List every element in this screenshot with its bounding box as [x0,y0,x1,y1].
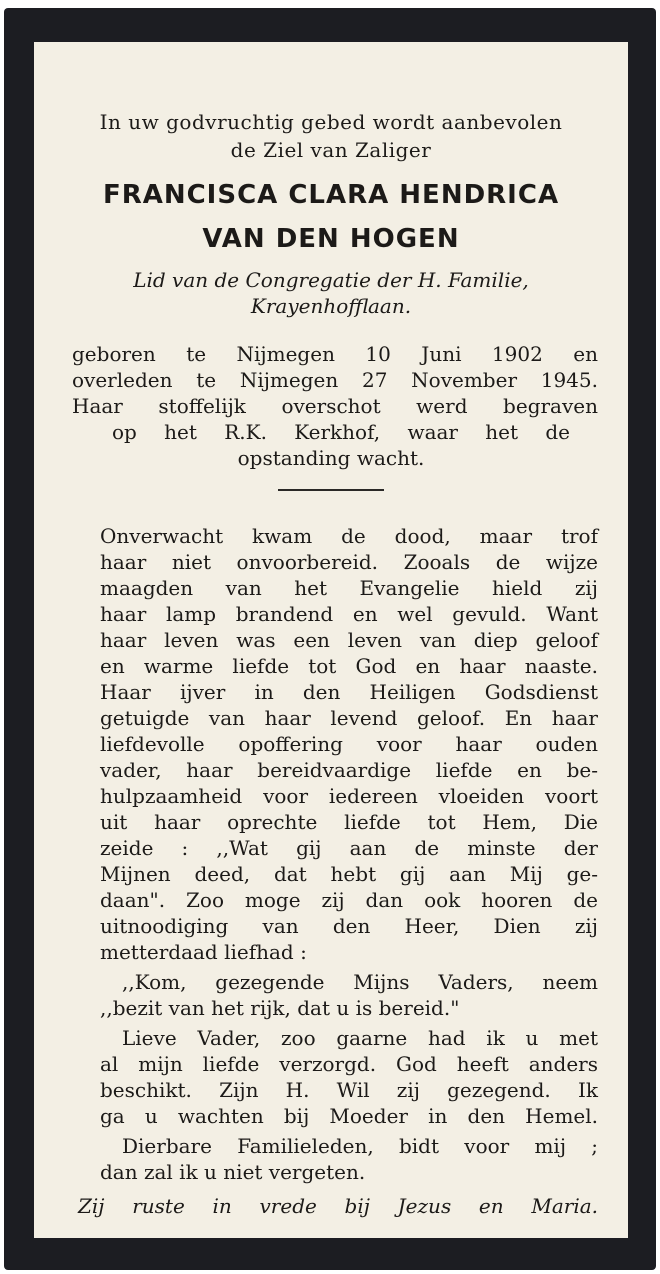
intro-line: In uw godvruchtig gebed wordt aanbevolen [99,110,563,134]
closing-prayer: Zij ruste in vrede bij Jezus en Maria. [78,1194,598,1218]
text-line: getuigde van haar levend geloof. En haar [100,706,598,730]
divider [278,489,384,491]
text-line: metterdaad liefhad : [100,940,307,964]
text-line: en warme liefde tot God en haar naaste. [100,654,598,678]
text-line: haar lamp brandend en wel gevuld. Want [100,602,598,626]
membership-line: Krayenhofflaan. [250,294,412,318]
text-line: maagden van het Evangelie hield zij [100,576,598,600]
memorial-card [4,8,656,1270]
text-line: uit haar oprechte liefde tot Hem, Die [100,810,598,834]
intro-line: de Ziel van Zaliger [230,138,432,162]
text-line: zeide : ,,Wat gij aan de minste der [100,836,598,860]
text-line: Mijnen deed, dat hebt gij aan Mij ge- [100,862,598,886]
deceased-surname: VAN DEN HOGEN [202,224,460,254]
text-line: beschikt. Zijn H. Wil zij gezegend. Ik [100,1078,598,1102]
text-line: uitnoodiging van den Heer, Dien zij [100,914,598,938]
dates-line: geboren te Nijmegen 10 Juni 1902 en [72,342,598,366]
dates-line: op het R.K. Kerkhof, waar het de [112,420,570,444]
text-line: haar leven was een leven van diep geloof [100,628,598,652]
dates-line: opstanding wacht. [237,446,425,470]
quote-line: ,,Kom, gezegende Mijns Vaders, neem [122,970,598,994]
text-line: liefdevolle opoffering voor haar ouden [100,732,598,756]
text-line: daan". Zoo moge zij dan ook hooren de [100,888,598,912]
text-line: Dierbare Familieleden, bidt voor mij ; [122,1134,598,1158]
text-line: Haar ijver in den Heiligen Godsdienst [100,680,598,704]
text-line: ga u wachten bij Moeder in den Hemel. [100,1104,598,1128]
text-line: Onverwacht kwam de dood, maar trof [100,524,598,548]
text-line: haar niet onvoorbereid. Zooals de wijze [100,550,598,574]
deceased-name: FRANCISCA CLARA HENDRICA [102,180,560,210]
dates-line: overleden te Nijmegen 27 November 1945. [72,368,598,392]
text-line: hulpzaamheid voor iedereen vloeiden voort [100,784,598,808]
text-line: Lieve Vader, zoo gaarne had ik u met [122,1026,598,1050]
quote-line: ,,bezit van het rijk, dat u is bereid." [100,996,460,1020]
membership-line: Lid van de Congregatie der H. Familie, [133,268,529,292]
text-line: al mijn liefde verzorgd. God heeft anders [100,1052,598,1076]
text-line: vader, haar bereidvaardige liefde en be- [100,758,598,782]
dates-line: Haar stoffelijk overschot werd begraven [72,394,598,418]
text-line: dan zal ik u niet vergeten. [100,1160,366,1184]
card-paper [34,42,628,1238]
